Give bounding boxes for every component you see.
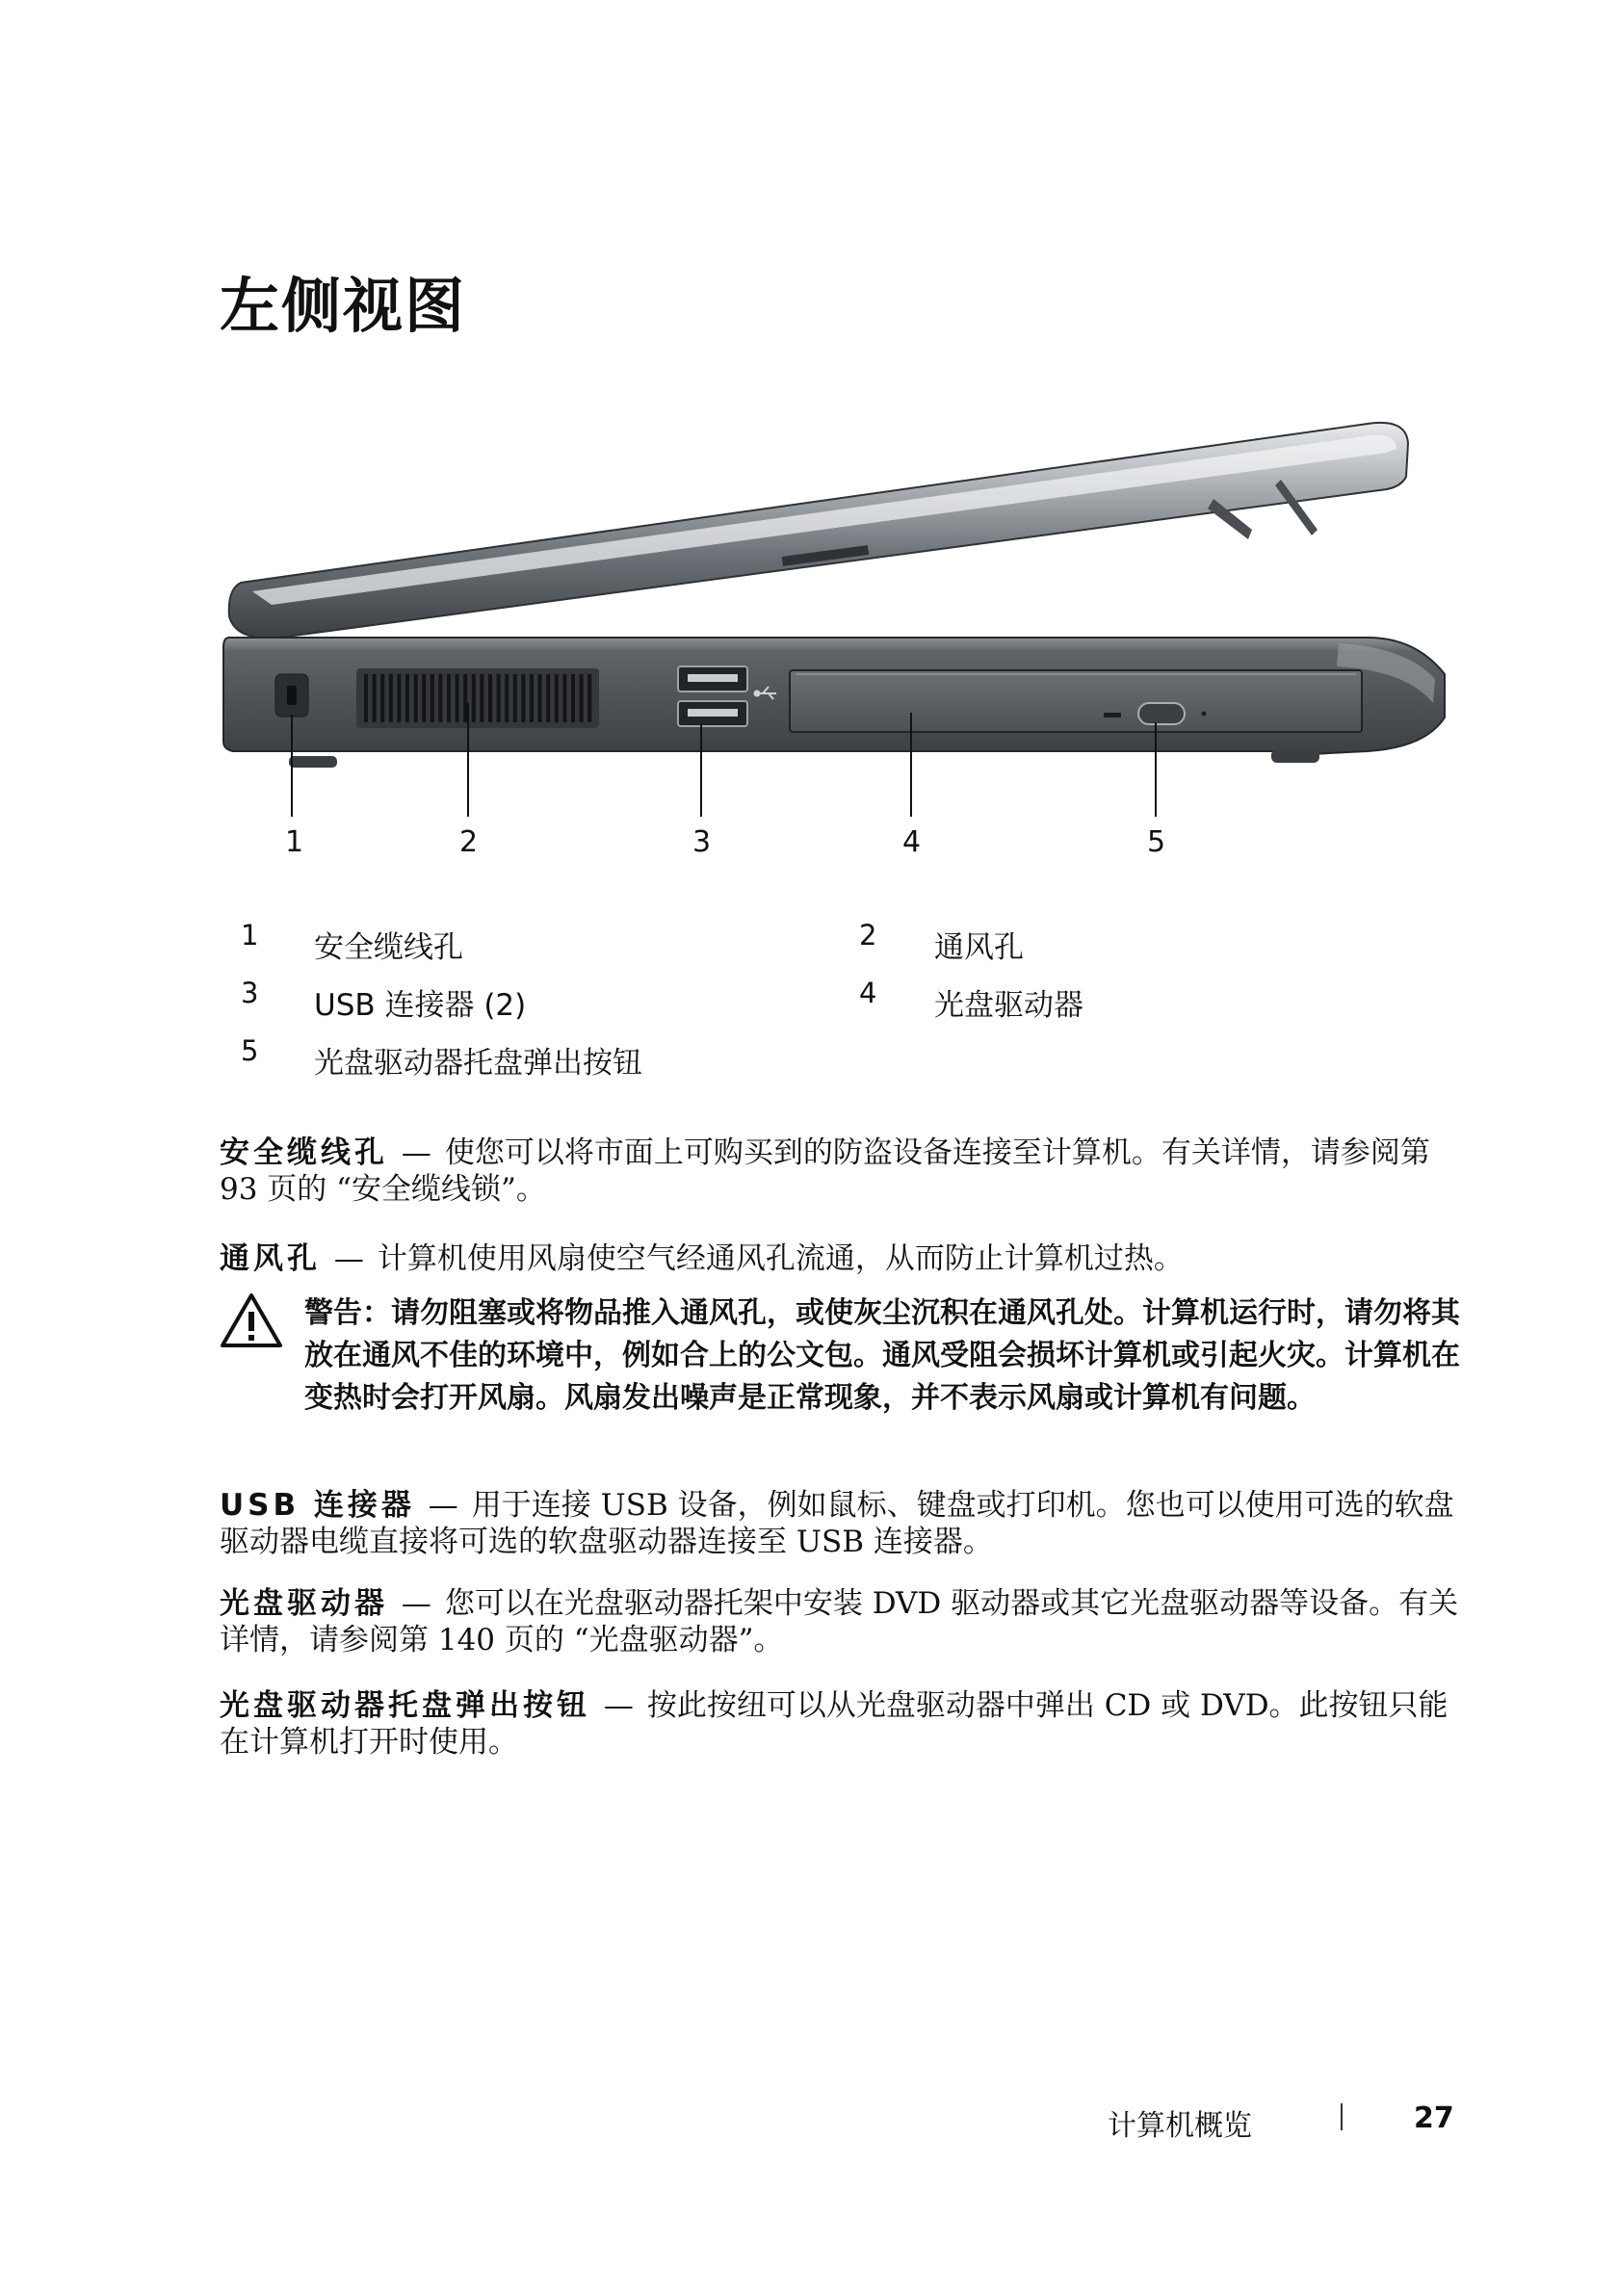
vent-slat (364, 674, 368, 722)
legend-label: 安全缆线孔 (314, 930, 463, 965)
description-term: 通风孔 (220, 1241, 321, 1276)
description-dash: — (401, 1135, 431, 1170)
vent-slat (505, 674, 509, 722)
vent-slat (513, 674, 517, 722)
description-optical-drive (220, 1585, 1462, 1658)
security-cable-slot (275, 674, 308, 717)
eject-button[interactable] (1138, 703, 1185, 724)
vent-slat (562, 674, 566, 722)
description-text: 您可以在光盘驱动器托架中安装 DVD 驱动器或其它光盘驱动器等设备。有关详情，请参阅第 140 页的 “光盘驱动器”。 (220, 1586, 1459, 1657)
page-title: 左侧视图 (220, 271, 467, 341)
vent-slat (431, 674, 434, 722)
description-term: 光盘驱动器托盘弹出按钮 (220, 1688, 590, 1723)
footer-separator (1341, 2103, 1343, 2130)
legend-number: 3 (241, 977, 259, 1009)
vent-slat (472, 674, 476, 722)
description-term: 光盘驱动器 (220, 1586, 388, 1621)
vent-slat (456, 674, 459, 722)
callout-3: 3 (692, 825, 712, 859)
vent-slat (438, 674, 442, 722)
description-text: 用于连接 USB 设备，例如鼠标、键盘或打印机。您也可以使用可选的软盘驱动器电缆直接将可选的软盘驱动器连接至 USB 连接器。 (220, 1488, 1454, 1559)
vent-slat (530, 674, 534, 722)
vent-slat (389, 674, 393, 722)
description-term: USB 连接器 (220, 1488, 415, 1523)
vent-slat (571, 674, 575, 722)
callout-4: 4 (902, 825, 922, 859)
legend-number: 1 (241, 919, 259, 952)
description-dash: — (603, 1688, 634, 1723)
laptop-left-side-figure (0, 385, 1618, 886)
vent-slat (405, 674, 409, 722)
legend-label: 光盘驱动器托盘弹出按钮 (314, 1046, 642, 1081)
air-vent (356, 668, 599, 728)
vent-slat (546, 674, 550, 722)
vent-slat (463, 674, 467, 722)
warning-triangle-icon (220, 1292, 283, 1348)
vent-slat (538, 674, 542, 722)
page-footer (1108, 2101, 1454, 2150)
description-air-vent (220, 1240, 1462, 1277)
description-text: 按此按纽可以从光盘驱动器中弹出 CD 或 DVD。此按钮只能在计算机打开时使用。 (220, 1688, 1448, 1760)
legend-label: 光盘驱动器 (934, 988, 1083, 1023)
description-term: 安全缆线孔 (220, 1135, 388, 1170)
vent-slat (422, 674, 426, 722)
legend-number: 4 (859, 977, 877, 1009)
callout-5: 5 (1147, 825, 1166, 859)
vent-slat (521, 674, 525, 722)
description-text: 计算机使用风扇使空气经通风孔流通，从而防止计算机过热。 (377, 1241, 1184, 1276)
legend-number: 5 (241, 1034, 259, 1067)
description-dash: — (333, 1241, 364, 1276)
vent-slat (397, 674, 401, 722)
callout-2: 2 (459, 825, 479, 859)
description-security-cable-slot (220, 1135, 1462, 1208)
description-dash: — (428, 1488, 458, 1523)
vent-slat (480, 674, 483, 722)
legend-label: 通风孔 (934, 930, 1024, 965)
vent-slat (587, 674, 591, 722)
vent-slat (497, 674, 501, 722)
vent-slat (447, 674, 451, 722)
description-dash: — (401, 1586, 431, 1621)
legend-number: 2 (859, 919, 877, 952)
description-eject-button (220, 1687, 1462, 1761)
vent-slat (373, 674, 377, 722)
figure-legend (241, 919, 1493, 1096)
page-number: 27 (1414, 2101, 1454, 2135)
description-usb-connectors (220, 1487, 1462, 1560)
vent-slat (380, 674, 384, 722)
vent-slat (414, 674, 418, 722)
vent-slat (488, 674, 492, 722)
legend-label: USB 连接器 (2) (314, 988, 527, 1023)
laptop-lid (229, 423, 1408, 639)
description-text: 使您可以将市面上可购买到的防盗设备连接至计算机。有关详情，请参阅第 93 页的 “安全缆线锁”。 (220, 1135, 1430, 1207)
vent-slat (555, 674, 559, 722)
warning-text: 警告：请勿阻塞或将物品推入通风孔，或使灰尘沉积在通风孔处。计算机运行时，请勿将其放在通风不佳的环境中，例如合上的公文包。通风受阻会损坏计算机或引起火灾。计算机在变热时会打开风扇。风扇发出噪声是正常现象，并不表示风扇或计算机有问题。 (304, 1296, 1460, 1415)
callout-1: 1 (285, 825, 304, 859)
footer-section-title: 计算机概览 (1108, 2109, 1252, 2143)
vent-slat (580, 674, 584, 722)
warning-block (220, 1292, 1472, 1466)
optical-drive (790, 670, 1362, 732)
